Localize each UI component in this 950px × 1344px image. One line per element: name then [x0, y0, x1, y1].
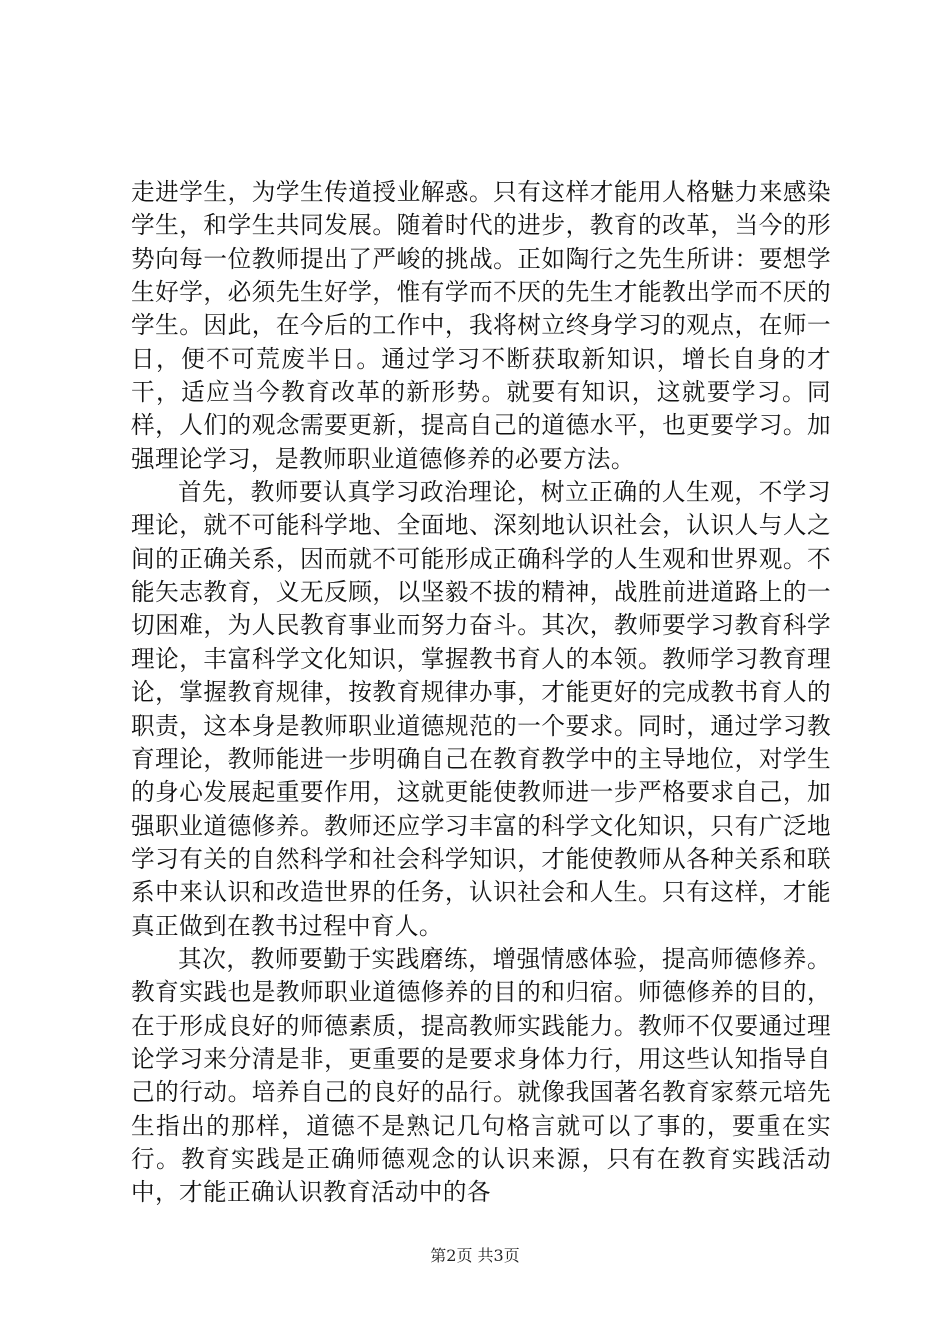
document-body [131, 176, 831, 1210]
paragraph-2: 首先，教师要认真学习政治理论，树立正确的人生观，不学习理论，就不可能科学地、全面地、深刻地认识社会，认识人与人之间的正确关系，因而就不可能形成正确科学的人生观和世界观。不能矢志教育，义无反顾，以坚毅不拔的精神，战胜前进道路上的一切困难，为人民教育事业而努力奋斗。其次，教师要学习教育科学理论，丰富科学文化知识，掌握教书育人的本领。教师学习教育理论，掌握教育规律，按教育规律办事，才能更好的完成教书育人的职责，这本身是教师职业道德规范的一个要求。同时，通过学习教育理论，教师能进一步明确自己在教育教学中的主导地位，对学生的身心发展起重要作用，这就更能使教师进一步严格要求自己，加强职业道德修养。教师还应学习丰富的科学文化知识，只有广泛地学习有关的自然科学和社会科学知识，才能使教师从各种关系和联系中来认识和改造世界的任务，认识社会和人生。只有这样，才能真正做到在教书过程中育人。 [131, 478, 831, 940]
paragraph-1: 走进学生，为学生传道授业解惑。只有这样才能用人格魅力来感染学生，和学生共同发展。随着时代的进步，教育的改革，当今的形势向每一位教师提出了严峻的挑战。正如陶行之先生所讲：要想学生好学，必须先生好学，惟有学而不厌的先生才能教出学而不厌的学生。因此，在今后的工作中，我将树立终身学习的观点，在师一日，便不可荒废半日。通过学习不断获取新知识，增长自身的才干，适应当今教育改革的新形势。就要有知识，这就要学习。同样，人们的观念需要更新，提高自己的道德水平，也更要学习。加强理论学习，是教师职业道德修养的必要方法。 [131, 178, 831, 473]
paragraph-3: 其次，教师要勤于实践磨练，增强情感体验，提高师德修养。教育实践也是教师职业道德修养的目的和归宿。师德修养的目的，在于形成良好的师德素质，提高教师实践能力。教师不仅要通过理论学习来分清是非，更重要的是要求身体力行，用这些认知指导自己的行动。培养自己的良好的品行。就像我国著名教育家蔡元培先生指出的那样，道德不是熟记几句格言就可以了事的，要重在实行。教育实践是正确师德观念的认识来源，只有在教育实践活动中，才能正确认识教育活动中的各 [131, 944, 831, 1207]
page-number-footer: 第2页 共3页 [430, 1246, 520, 1265]
